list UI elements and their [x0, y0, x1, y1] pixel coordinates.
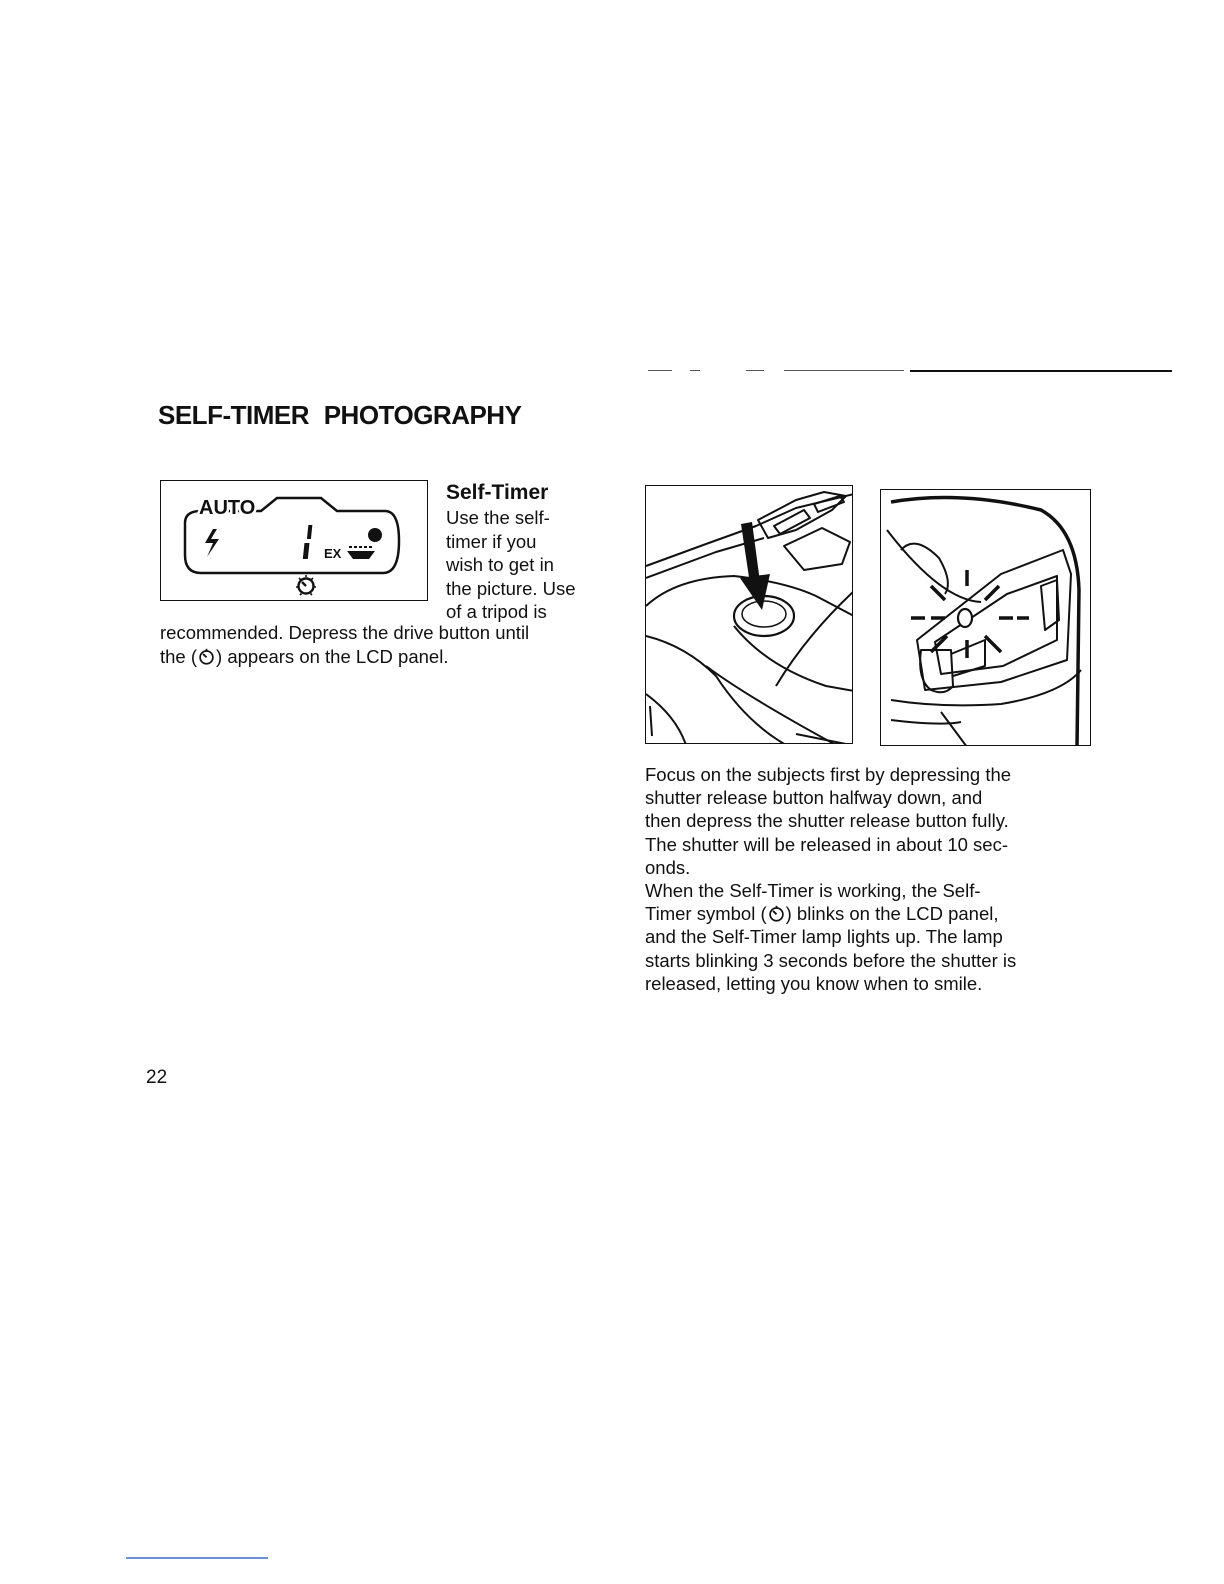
- text-line: recommended. Depress the drive button until: [160, 622, 530, 643]
- self-timer-icon: [768, 905, 785, 922]
- battery-dot-icon: [368, 528, 382, 542]
- text-fragment: ) appears on the LCD panel.: [216, 645, 449, 667]
- lcd-panel-illustration: [161, 481, 429, 602]
- self-timer-lamp-illustration: [881, 490, 1091, 746]
- text-fragment: ) blinks on the LCD panel,: [785, 903, 999, 925]
- text-line: starts blinking 3 seconds before the shutter is: [645, 949, 1017, 971]
- text-line: When the Self-Timer is working, the Self-: [645, 880, 981, 902]
- text-line: Focus on the subjects first by depressing the: [645, 764, 1012, 785]
- self-timer-lamp-icon: [911, 570, 1029, 658]
- text-line: [645, 902, 1095, 925]
- text-line: of a tripod is: [446, 601, 547, 622]
- self-timer-icon: [296, 575, 316, 595]
- text-line: timer if you: [446, 530, 537, 552]
- self-timer-intro: [446, 481, 616, 624]
- exposure-unit-label: EX: [324, 546, 342, 561]
- text-fragment: Timer symbol (: [645, 903, 767, 925]
- section-heading: Self-Timer: [446, 481, 549, 504]
- text-line: then depress the shutter release button fully.: [645, 810, 1009, 832]
- text-line: and the Self-Timer lamp lights up. The lamp: [645, 926, 1003, 948]
- text-line: onds.: [645, 856, 691, 878]
- lcd-panel-figure: [160, 480, 428, 601]
- page-title: SELF-TIMER PHOTOGRAPHY: [158, 400, 522, 430]
- text-line: wish to get in: [446, 554, 554, 575]
- text-line: released, letting you know when to smile.: [645, 972, 983, 994]
- text-line: shutter release button halfway down, and: [645, 787, 983, 809]
- text-fragment: the (: [160, 645, 198, 667]
- text-line: [160, 645, 620, 669]
- text-line: the picture. Use: [446, 577, 576, 599]
- text-line: Use the self-: [446, 507, 550, 528]
- shutter-instructions: [645, 763, 1095, 995]
- self-timer-icon: [198, 648, 215, 665]
- footer-rule: [126, 1557, 268, 1559]
- self-timer-lamp-figure: [880, 489, 1091, 746]
- auto-mode-label: AUTO: [199, 497, 256, 519]
- header-rule: [648, 370, 1172, 373]
- shutter-release-button-illustration: [646, 486, 853, 744]
- text-line: The shutter will be released in about 10 sec-: [645, 833, 1009, 855]
- page-number: 22: [146, 1067, 168, 1088]
- self-timer-instruction: [160, 621, 620, 668]
- shutter-release-figure: [645, 485, 853, 744]
